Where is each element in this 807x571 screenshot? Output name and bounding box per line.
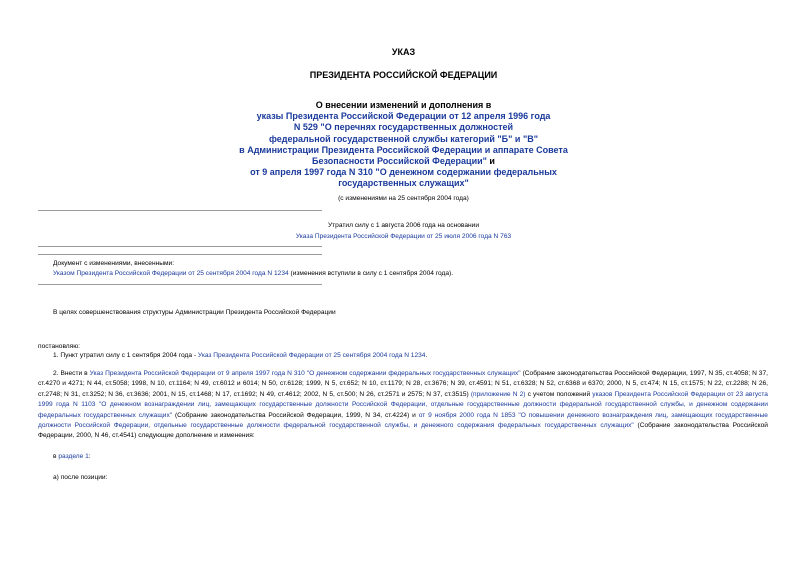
item-2-link-decree-1103[interactable]: указов Президента Российской Федерации от 23 августа 1999 года N 1103 "О денежном вознаграждении лиц, замещающих государственные должности Российской Федерации, отдельные государственные должности федеральной государственной службы, и денежном содержании федеральных государственных служащих" [38, 390, 768, 419]
decree-word: постановляю: [38, 343, 81, 350]
item-2-text-3: с учетом положений [525, 390, 593, 398]
title-line-8[interactable]: государственных служащих" [338, 178, 469, 189]
title-line-3[interactable]: N 529 "О перечнях государственных должностей [293, 122, 514, 133]
section-1-pre: в [53, 453, 59, 460]
item-2-text-4: (Собрание законодательства Российской Федерации, 1999, N 34, ст.4224) и [172, 411, 419, 419]
item-1-text: 1. Пункт утратил силу с 1 сентября 2004 года - [53, 352, 198, 359]
issuer-heading: ПРЕЗИДЕНТА РОССИЙСКОЙ ФЕДЕРАЦИИ [309, 70, 498, 80]
divider-1 [38, 210, 322, 211]
title-line-6-link[interactable]: Безопасности Российской Федерации" [312, 156, 487, 167]
title-line-2[interactable]: указы Президента Российской Федерации от 12 апреля 1996 года [256, 111, 551, 122]
changes-doc-tail: (изменения вступили в силу с 1 сентября 2004 года). [288, 270, 454, 277]
document-title [0, 100, 807, 190]
section-1-line [53, 452, 773, 462]
changes-doc-link[interactable]: Указом Президента Российской Федерации от 25 сентября 2004 года N 1234 [53, 270, 289, 277]
lost-force-note: Утратил силу с 1 августа 2006 года на основании [327, 222, 480, 229]
section-1-link[interactable]: разделе 1 [58, 453, 89, 460]
item-2-link-appendix[interactable]: (приложение N 2) [470, 390, 526, 398]
title-line-1: О внесении изменений и дополнения в [315, 100, 492, 110]
divider-2 [38, 246, 322, 247]
item-1-paragraph [53, 351, 773, 361]
item-2-text-5: (Собрание законодательства Российской Федерации, 2000, N 46, ст.4541) следующие дополнение и изменения: [38, 422, 768, 440]
title-line-6 [0, 156, 807, 167]
sub-item-a: а) после позиции: [53, 474, 108, 481]
item-2-link-decree-310[interactable]: Указ Президента Российской Федерации от 9 апреля 1997 года N 310 "О денежном содержании федеральных государственных служащих" [89, 370, 521, 377]
divider-3 [38, 254, 322, 255]
title-line-5[interactable]: в Администрации Президента Российской Федерации и аппарате Совета [239, 144, 568, 155]
item-2-text-2: (Собрание законодательства Российской Федерации, 1997, N 35, ст.4058; N 37, ст.4270 и 4271; N 44, ст.5058; 1998, N 10, ст.1164; N 49, ст.6012 и 6014; N 50, ст.6128; 1999, N 5, ст.652; N 10, ст.1179; N 28, ст.3676; N 39, ст.4591; N 51, ст.6328; N 52, ст.6368 и 6370; 2000, N 5, ст.474; N 15, ст.1575; N 22, ст.2288; N 26, ст.2748; N 31, ст.3252; N 36, ст.3636; 2001, N 15, ст.1468; N 17, ст.1692; N 49, ст.4612; 2002, N 5, ст.500; N 26, ст.2571 и 2575; N 37, ст.3515) [38, 370, 768, 398]
changes-doc-label: Документ с изменениями, внесенными: [53, 260, 175, 267]
item-1-tail: . [425, 352, 428, 359]
title-line-6-tail: и [486, 156, 495, 167]
item-2-paragraph [38, 369, 768, 442]
purpose-paragraph: В целях совершенствования структуры Администрации Президента Российской Федерации [53, 309, 336, 316]
section-1-tail: : [88, 453, 91, 460]
lost-force-decree-link[interactable]: Указа Президента Российской Федерации от 25 июля 2006 года N 763 [295, 233, 512, 240]
divider-4 [38, 284, 322, 285]
item-2-link-decree-1853[interactable]: от 9 ноября 2000 года N 1853 "О повышении денежного вознаграждения лиц, замещающих государственные должности Российской Федерации, отдельные государственные должности федеральной государственной службы, и денежного содержания федеральных государственных служащих" [38, 411, 768, 430]
item-1-link[interactable]: Указ Президента Российской Федерации от 25 сентября 2004 года N 1234 [197, 352, 426, 359]
title-line-4[interactable]: федеральной государственной службы категорий "Б" и "В" [269, 133, 538, 144]
amended-note: (с изменениями на 25 сентября 2004 года) [338, 195, 469, 202]
changes-doc-line [53, 269, 773, 279]
item-2-intro: 2. Внести в [53, 370, 90, 377]
title-line-7[interactable]: от 9 апреля 1997 года N 310 "О денежном содержании федеральных [250, 167, 557, 178]
lost-force-link[interactable] [0, 233, 807, 240]
doc-type-heading: УКАЗ [391, 47, 416, 57]
